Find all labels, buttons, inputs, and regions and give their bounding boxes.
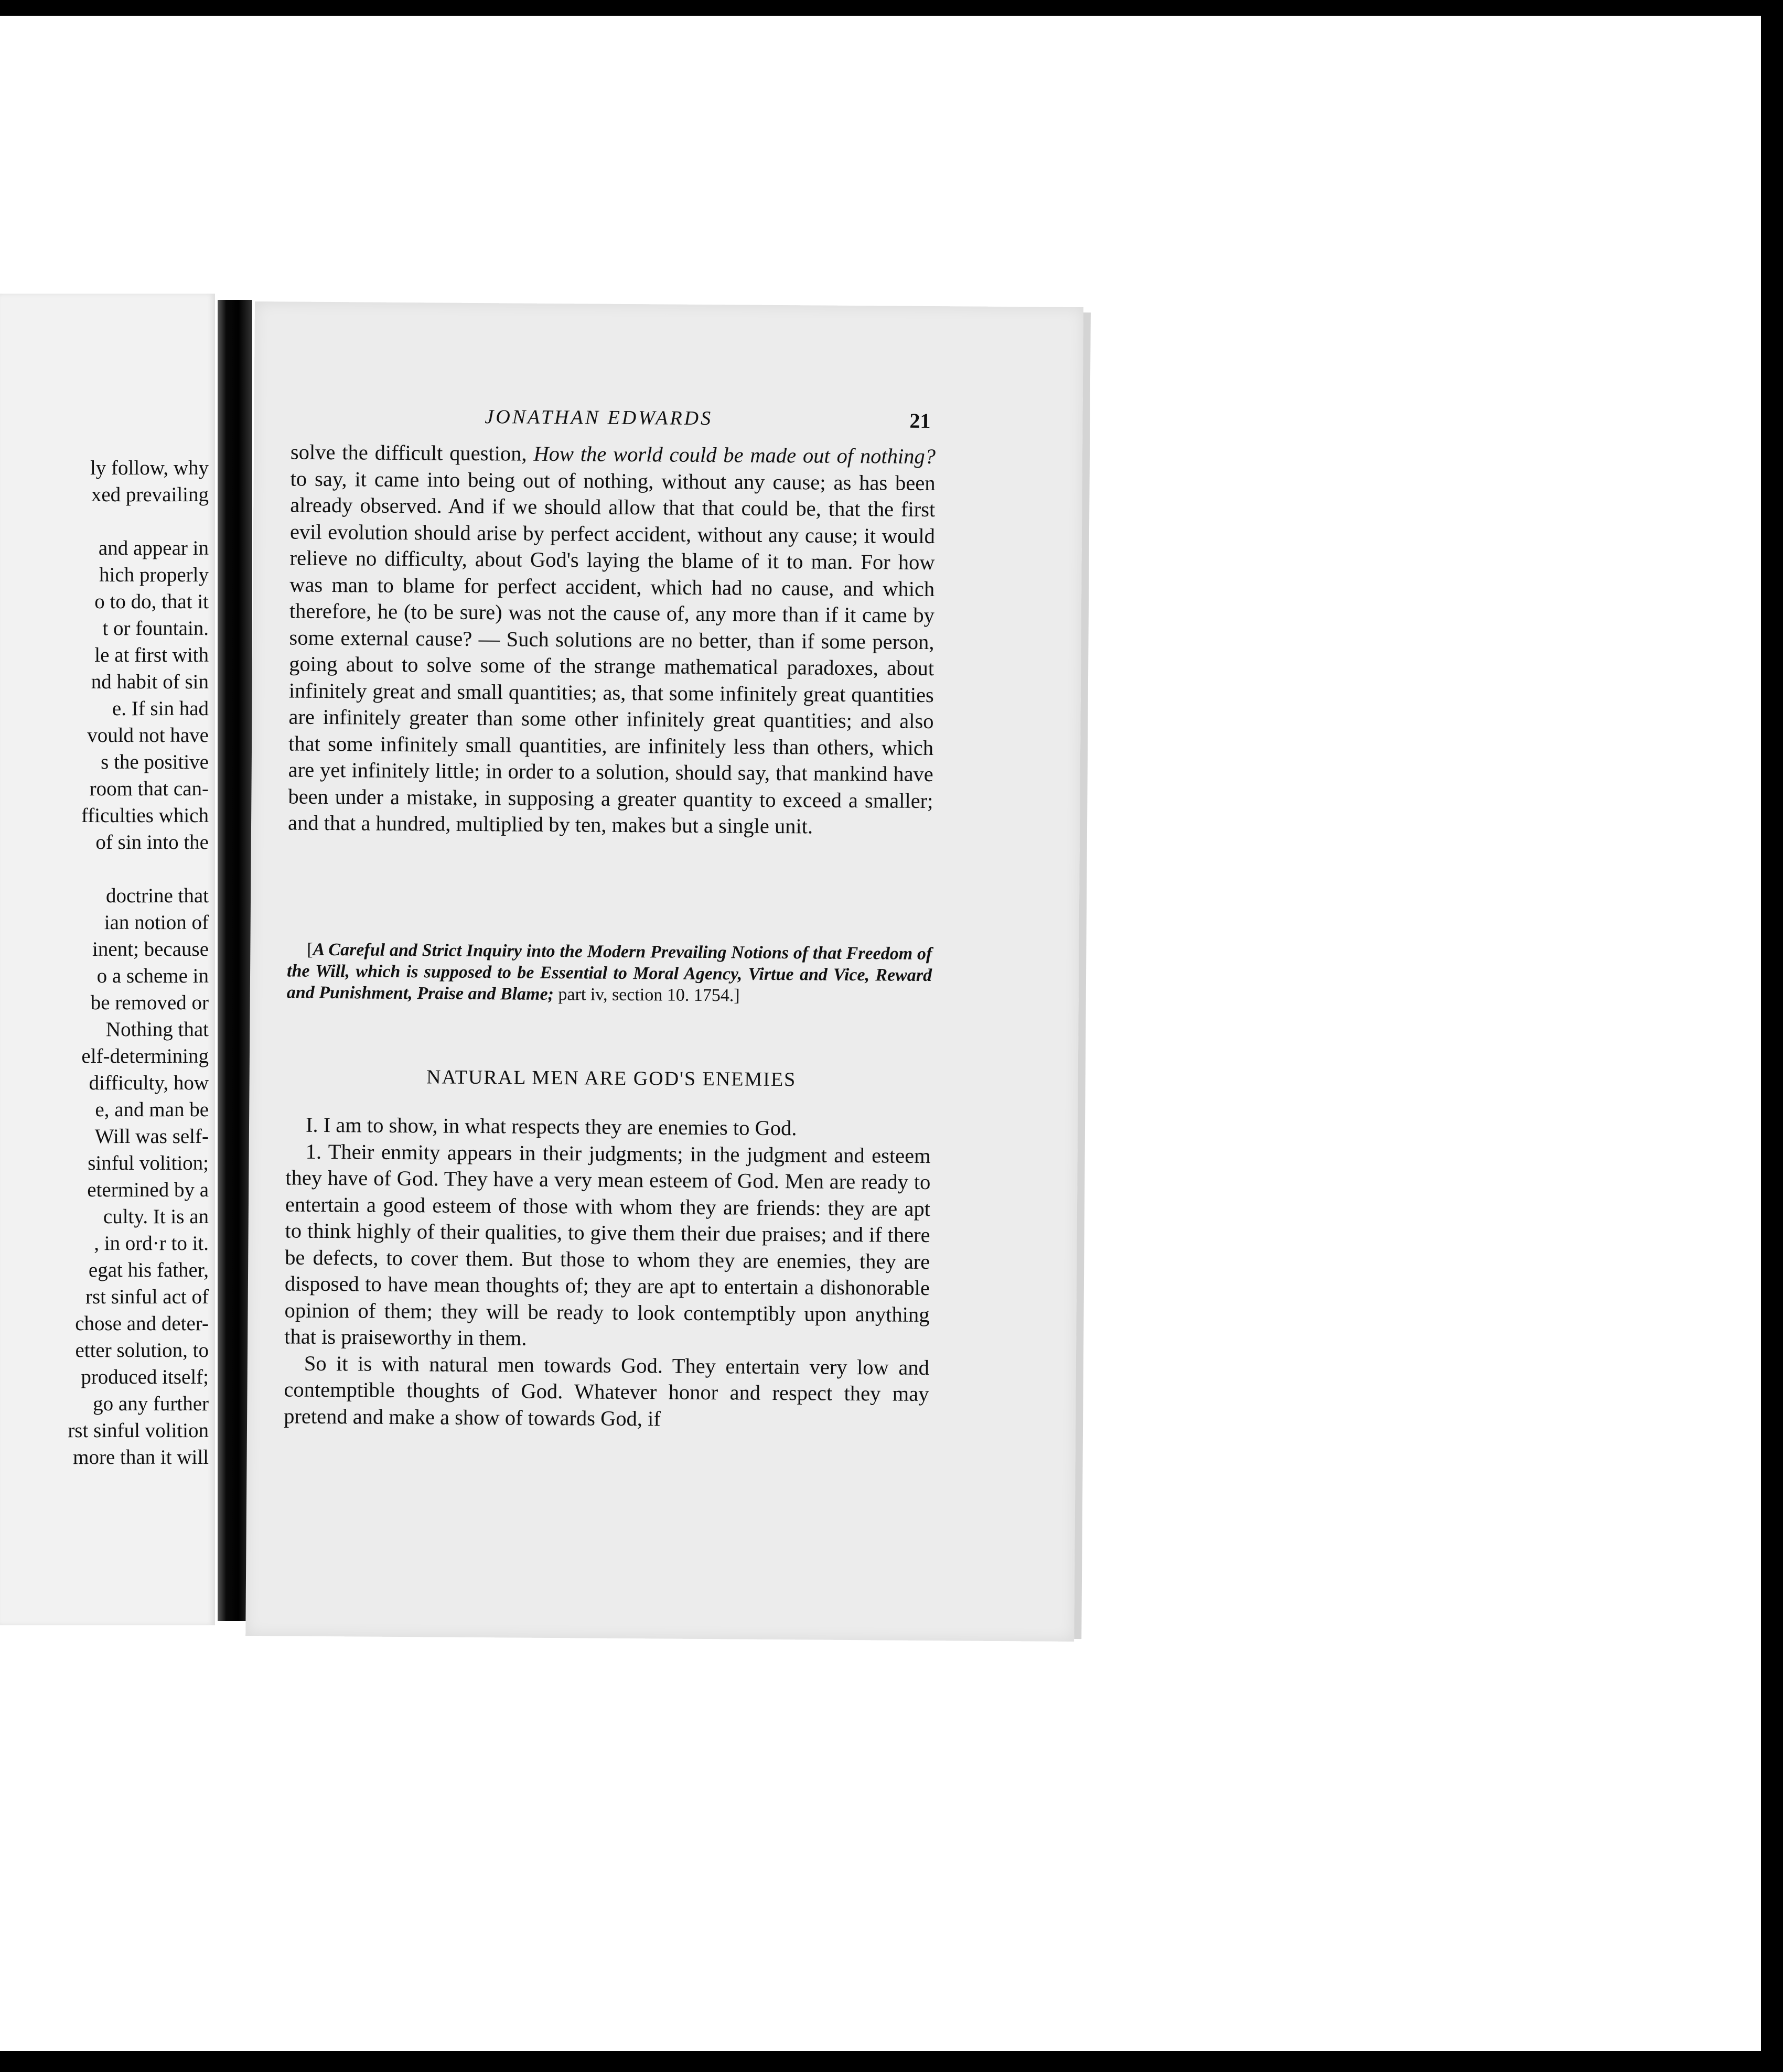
citation-title: A Careful and Strict Inquiry into the Modern Prevailing Notions of that Freedom of the Will, which is supposed to be Essential to Moral Agency, Virtue and Vice, Reward and Punishment, Praise and Blame; bbox=[286, 940, 932, 1005]
left-page-line: , in ord·r to it. bbox=[94, 1232, 209, 1255]
left-page-line: egat his father, bbox=[88, 1259, 209, 1281]
left-page-line: go any further bbox=[93, 1393, 209, 1415]
left-page bbox=[0, 294, 215, 1625]
section-body bbox=[284, 1111, 931, 1434]
citation-open-bracket: [ bbox=[307, 940, 313, 959]
left-page-line: elf-determining bbox=[81, 1045, 209, 1067]
left-page-line: difficulty, how bbox=[89, 1072, 209, 1094]
left-page-line: o a scheme in bbox=[96, 965, 209, 987]
paragraph-rest: to say, it came into being out of nothing, without any cause; as has been already observed. And if we should allow that that could be, that the first evil evolution should arise by perfect accident, without any cause; it would relieve no difficulty, about God's laying the blame of it to man. For how was man to blame for perfect accident, which had no cause, and which therefore, he (to be sure) was not the cause of, any more than if it came by some external cause? — Such solutions are no better, than if some person, going about to solve some of the strange mathematical paradoxes, about infinitely great and small quantities; as, that some infinitely great quantities are infinitely greater than some other infinitely great quantities; and also that some infinitely small quantities, are infinitely less than others, which are yet infinitely little; in order to a solution, should say, that mankind have been under a mistake, in supposing a greater quantity to exceed a smaller; and that a hundred, multiplied by ten, makes but a single unit. bbox=[287, 466, 936, 838]
left-page-line: t or fountain. bbox=[102, 617, 209, 640]
left-page-line: rst sinful volition bbox=[68, 1419, 209, 1442]
left-page-line: ian notion of bbox=[104, 911, 209, 934]
paragraph-lead: solve the difficult question, bbox=[290, 440, 534, 466]
section-paragraph: 1. Their enmity appears in their judgments; in the judgment and esteem they have of God. They have a very mean esteem of God. Men are ready to entertain a good esteem of those with whom they are friends: they are apt to think highly of their qualities, to give them their due praises; and if there be defects, to cover them. But those to whom they are enemies, they are disposed to have mean thoughts of; they are apt to entertain a dishonorable opinion of them; they will be ready to look contemptibly upon anything that is praiseworthy in them. bbox=[284, 1139, 931, 1350]
right-page bbox=[245, 301, 1083, 1642]
scan-border-top bbox=[0, 0, 1783, 16]
source-citation bbox=[287, 938, 932, 1008]
left-page-line: produced itself; bbox=[81, 1366, 209, 1388]
citation-location: part iv, section 10. 1754.] bbox=[553, 985, 740, 1006]
left-page-line: etermined by a bbox=[87, 1179, 209, 1201]
body-paragraph bbox=[288, 439, 936, 840]
left-page-line: Will was self- bbox=[94, 1125, 209, 1148]
left-page-line: doctrine that bbox=[105, 884, 209, 907]
left-page-line: hich properly bbox=[99, 564, 209, 586]
left-page-line: Nothing that bbox=[105, 1018, 209, 1041]
left-page-line: s the positive bbox=[101, 751, 209, 773]
left-page-line: room that can- bbox=[89, 778, 209, 800]
page-number: 21 bbox=[909, 408, 931, 433]
left-page-line: le at first with bbox=[94, 644, 209, 666]
left-page-line: sinful volition; bbox=[88, 1152, 209, 1174]
left-page-line: e. If sin had bbox=[112, 697, 209, 720]
left-page-line: and appear in bbox=[98, 537, 209, 559]
left-page-line: more than it will bbox=[73, 1446, 209, 1469]
left-page-line: e, and man be bbox=[95, 1098, 209, 1121]
left-page-line: be removed or bbox=[90, 991, 209, 1014]
paragraph-italic-question: How the world could be made out of nothing? bbox=[533, 441, 936, 469]
scan-border-bottom bbox=[0, 2051, 1783, 2072]
section-paragraph: I. I am to show, in what respects they are enemies to God. bbox=[305, 1113, 797, 1140]
left-page-line: ly follow, why bbox=[90, 457, 209, 479]
section-paragraph: So it is with natural men towards God. They entertain very low and contemptible thoughts of God. Whatever honor and respect they may pretend and make a show of towards God, if bbox=[284, 1351, 929, 1430]
scan-border-right bbox=[1761, 0, 1783, 2072]
left-page-line: etter solution, to bbox=[75, 1339, 209, 1362]
left-page-line: culty. It is an bbox=[103, 1205, 209, 1228]
left-page-line: rst sinful act of bbox=[85, 1286, 209, 1308]
left-page-line: nd habit of sin bbox=[91, 671, 209, 693]
left-page-line: xed prevailing bbox=[91, 483, 209, 506]
left-page-line: o to do, that it bbox=[94, 590, 209, 613]
running-head: JONATHAN EDWARDS bbox=[485, 406, 713, 430]
left-page-line: vould not have bbox=[87, 724, 209, 747]
left-page-line: fficulties which bbox=[81, 804, 209, 827]
section-heading: NATURAL MEN ARE GOD'S ENEMIES bbox=[426, 1066, 797, 1091]
left-page-line: inent; because bbox=[92, 938, 209, 961]
left-page-line: chose and deter- bbox=[75, 1312, 209, 1335]
left-page-line: of sin into the bbox=[95, 831, 209, 854]
